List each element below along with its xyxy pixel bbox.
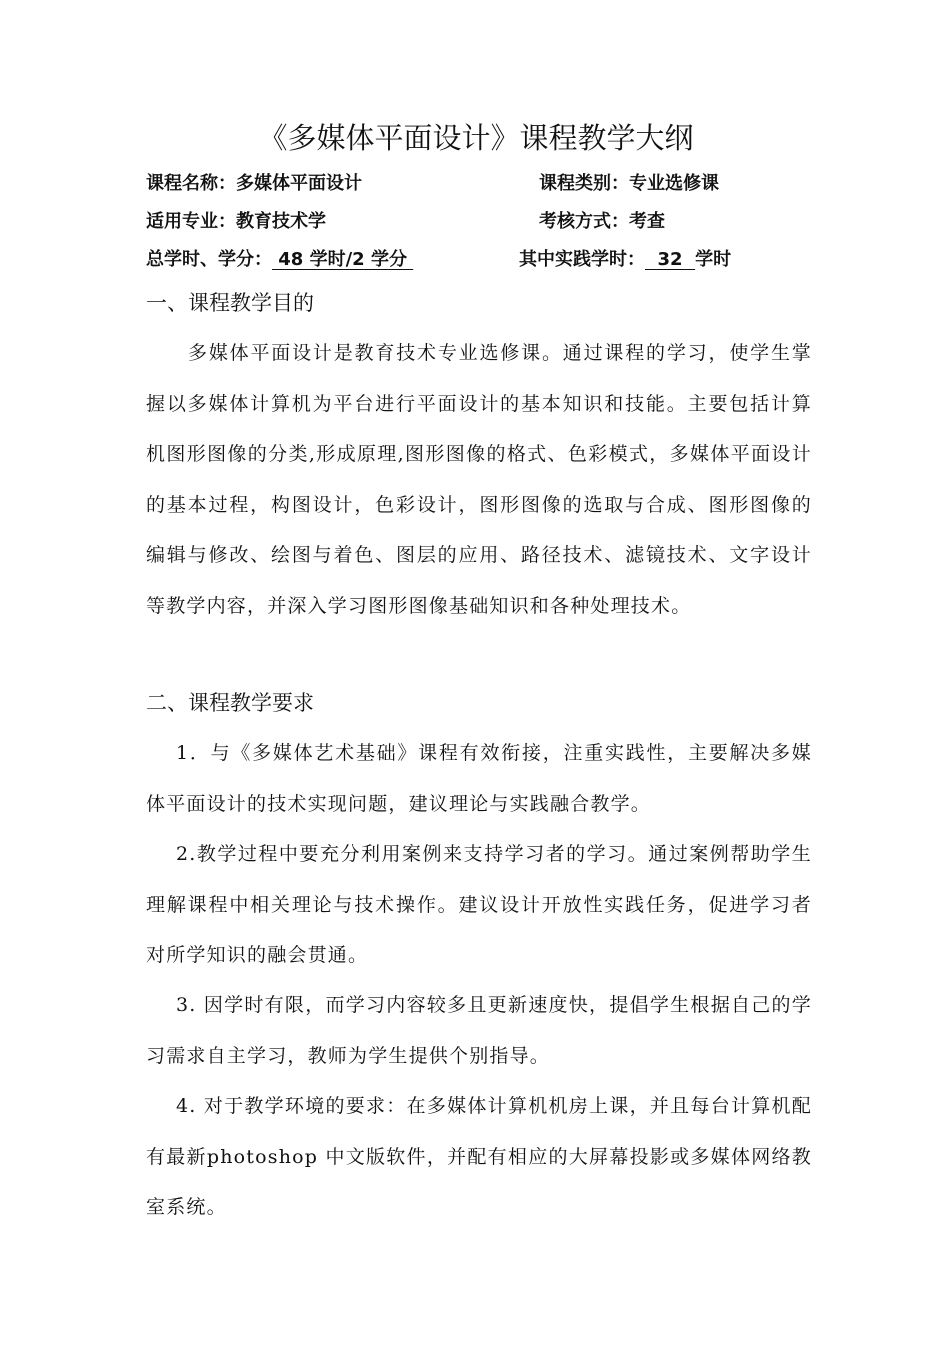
hours-value: 48 学时/2 学分	[272, 249, 414, 270]
requirement-item-1: 1．与《多媒体艺术基础》课程有效衔接，注重实践性，主要解决多媒体平面设计的技术实现问题，建议理论与实践融合教学。	[146, 742, 812, 815]
assessment-label: 考核方式：	[539, 211, 629, 232]
course-name-field	[146, 171, 362, 197]
practice-hours-label: 其中实践学时：	[519, 249, 645, 270]
section-heading-purpose: 一、课程教学目的	[146, 291, 314, 315]
requirement-item-2: 2.教学过程中要充分利用案例来支持学习者的学习。通过案例帮助学生理解课程中相关理论与技术操作。建议设计开放性实践任务，促进学习者对所学知识的融会贯通。	[146, 843, 812, 967]
requirement-item-3: 3. 因学时有限，而学习内容较多且更新速度快，提倡学生根据自己的学习需求自主学习，教师为学生提供个别指导。	[146, 994, 812, 1067]
section-purpose-body: 多媒体平面设计是教育技术专业选修课。通过课程的学习，使学生掌握以多媒体计算机为平台进行平面设计的基本知识和技能。主要包括计算机图形图像的分类,形成原理,图形图像的格式、色彩模式，多媒体平面设计的基本过程，构图设计，色彩设计，图形图像的选取与合成、图形图像的编辑与修改、绘图与着色、图层的应用、路径技术、滤镜技术、文字设计等教学内容，并深入学习图形图像基础知识和各种处理技术。	[146, 342, 812, 617]
course-type-value: 专业选修课	[629, 173, 719, 194]
course-type-field	[539, 171, 719, 197]
assessment-value: 考查	[629, 211, 665, 232]
major-label: 适用专业：	[146, 211, 236, 232]
practice-hours-value: 32	[645, 249, 696, 270]
requirement-item-4: 4. 对于教学环境的要求：在多媒体计算机机房上课，并且每台计算机配有最新photoshop 中文版软件，并配有相应的大屏幕投影或多媒体网络教室系统。	[146, 1095, 812, 1219]
hours-label: 总学时、学分：	[146, 249, 272, 270]
section-heading-requirements: 二、课程教学要求	[146, 691, 314, 715]
practice-hours-field	[519, 247, 731, 273]
practice-hours-unit: 学时	[695, 249, 732, 270]
page-title: 《多媒体平面设计》课程教学大纲	[258, 121, 694, 155]
assessment-field	[539, 209, 665, 235]
course-type-label: 课程类别：	[539, 173, 629, 194]
hours-field	[146, 247, 413, 273]
major-field	[146, 209, 326, 235]
course-name-value: 多媒体平面设计	[236, 173, 362, 194]
course-name-label: 课程名称：	[146, 173, 236, 194]
major-value: 教育技术学	[236, 211, 326, 232]
